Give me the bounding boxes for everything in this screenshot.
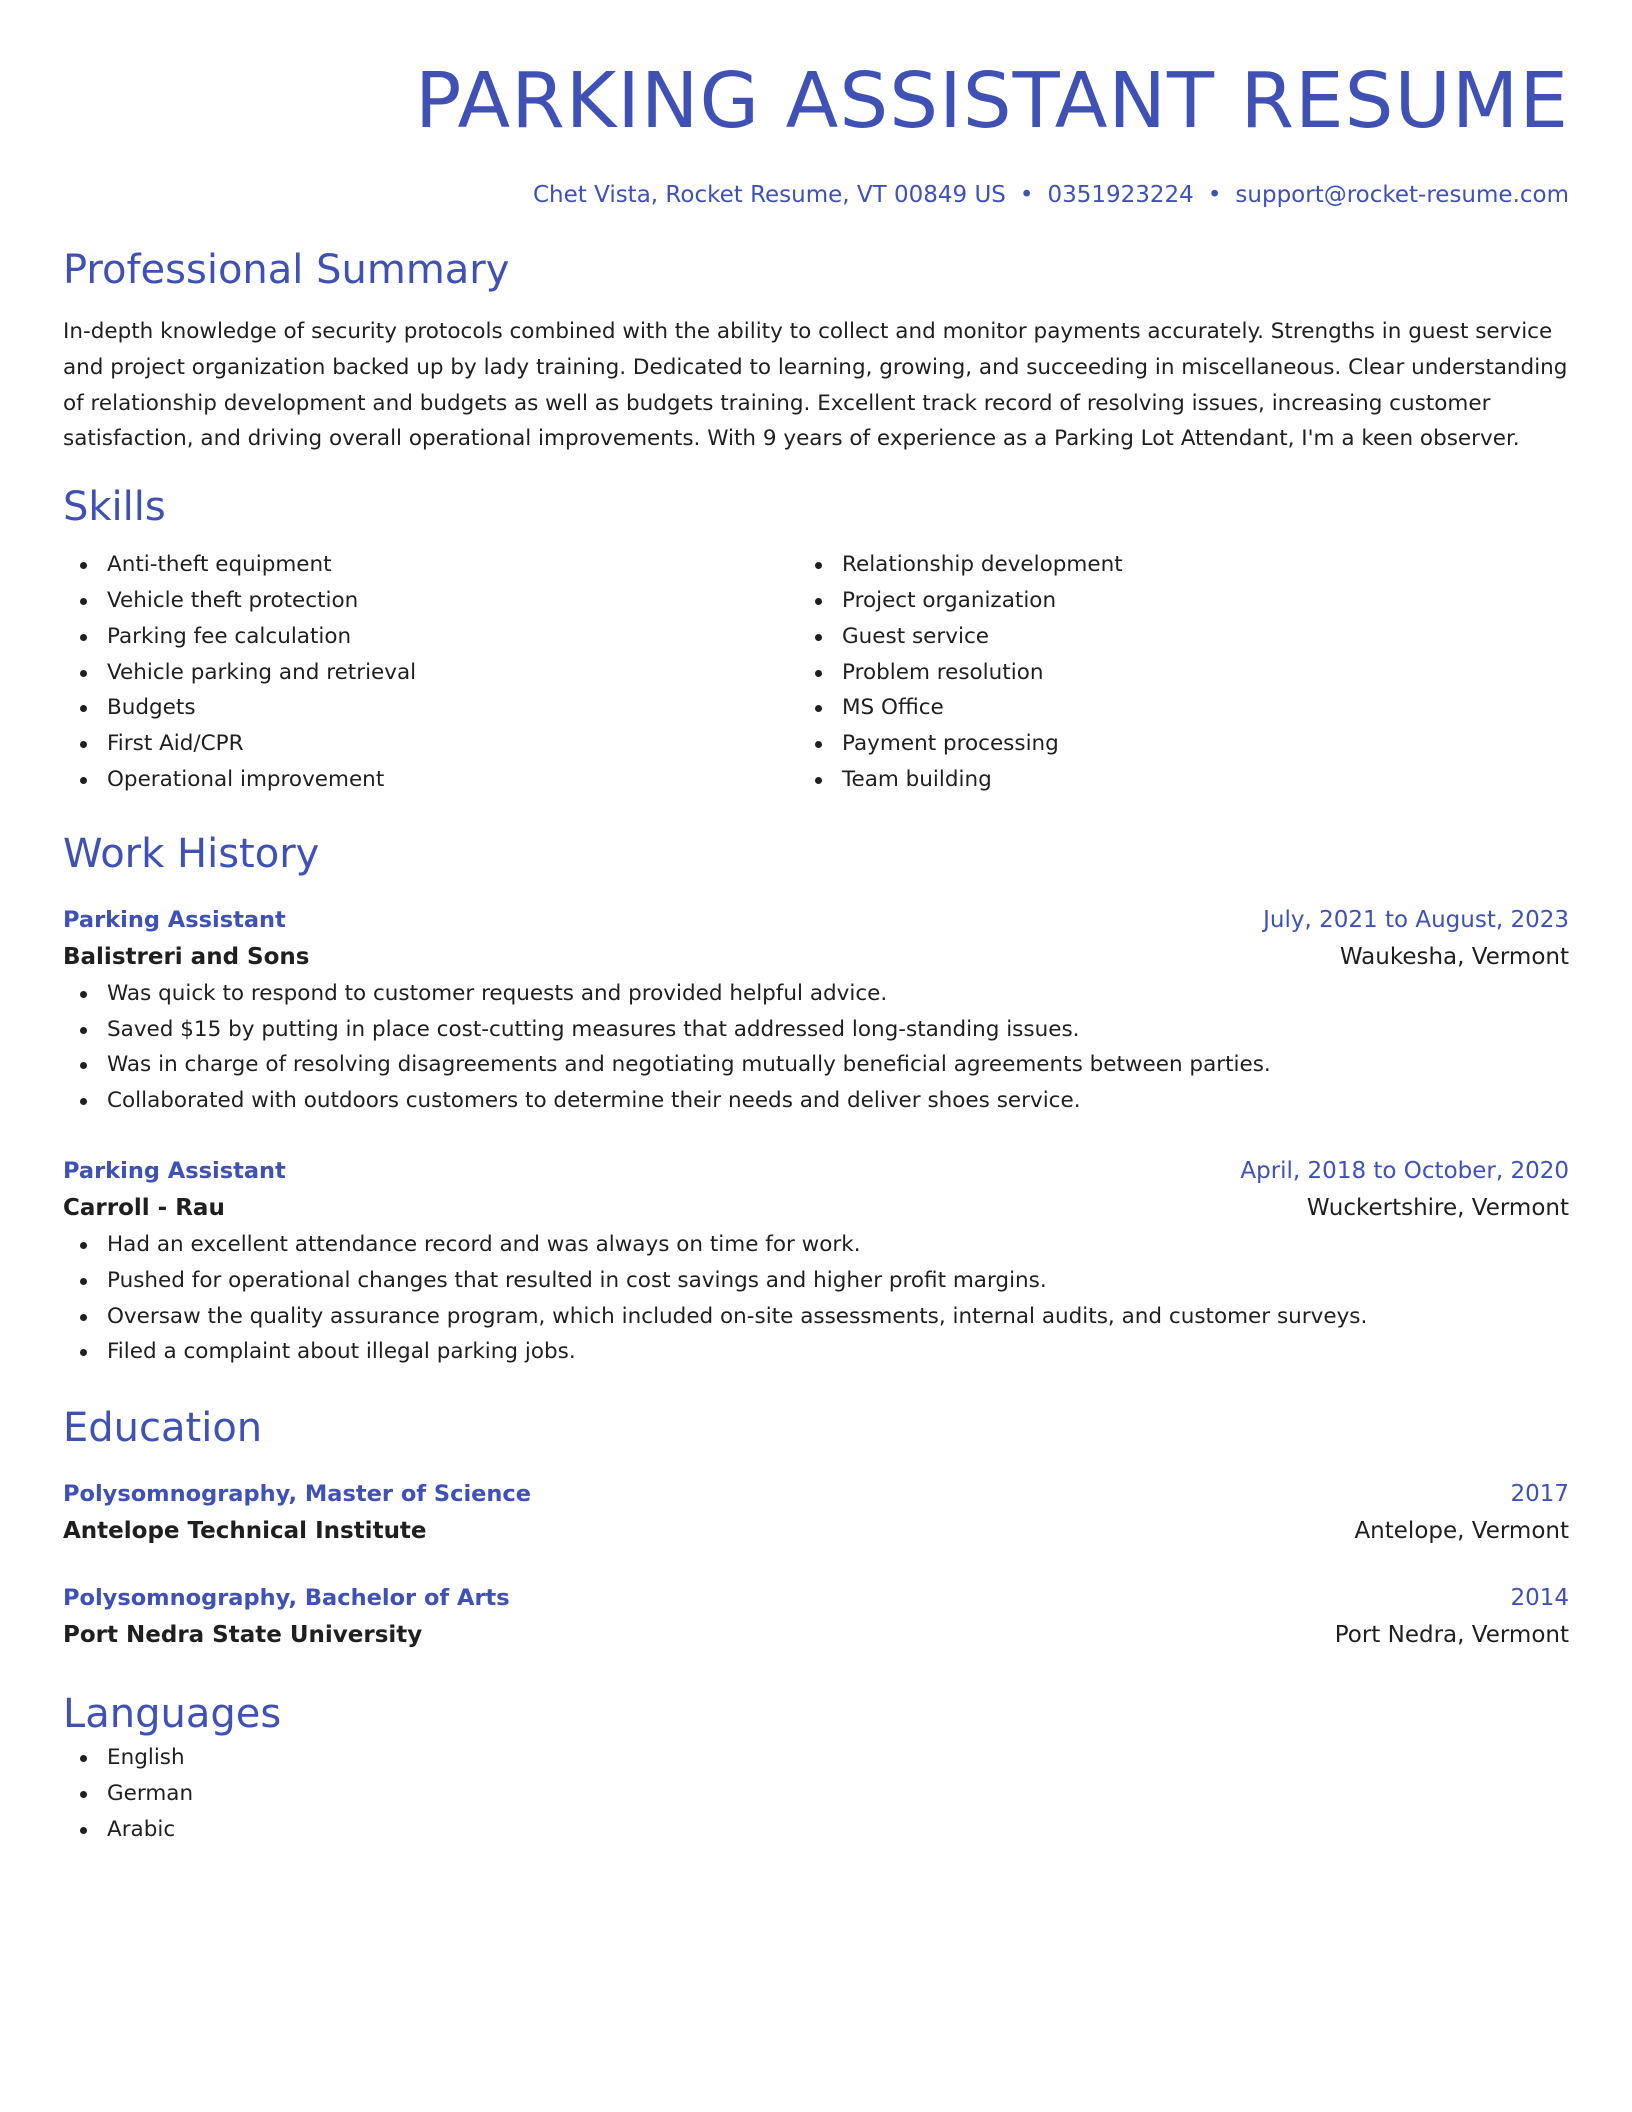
skill-label: MS Office: [842, 695, 944, 721]
languages-list: [63, 1740, 1569, 1847]
skill-label: Operational improvement: [107, 766, 385, 792]
contact-separator: •: [1207, 182, 1222, 208]
skill-label: Relationship development: [842, 552, 1123, 578]
job-bullet-text: Was in charge of resolving disagreements and negotiating mutually beneficial agreements between parties.: [107, 1052, 1271, 1078]
section-heading-education: Education: [63, 1405, 263, 1452]
job-bullet-text: Had an excellent attendance record and was always on time for work.: [107, 1231, 861, 1257]
section-heading-work-history: Work History: [63, 830, 320, 877]
education-school: Port Nedra State University: [63, 1622, 423, 1649]
education-year: 2017: [1510, 1481, 1569, 1508]
skill-item: [63, 583, 798, 619]
bullet-icon: [80, 1242, 87, 1249]
summary-text: In-depth knowledge of security protocols combined with the ability to collect and monitor payments accurately. Strengths in guest service and project organization backed up by lady training. Dedicated to learning, growing, and succeeding in miscellaneous. Clear understanding of relationship development and budgets as well as budgets training. Excellent track record of resolving issues, increasing customer satisfaction, and driving overall operational improvements. With 9 years of experience as a Parking Lot Attendant, I'm a keen observer.: [63, 319, 1568, 452]
job-bullet-item: [63, 1083, 1569, 1119]
job-bullet-text: Oversaw the quality assurance program, which included on-site assessments, internal audits, and customer surveys.: [107, 1303, 1368, 1329]
education-degree: Polysomnography, Bachelor of Arts: [63, 1585, 510, 1612]
skill-label: Payment processing: [842, 731, 1059, 757]
skill-item: [798, 762, 1533, 798]
job-bullet-item: [63, 1299, 1569, 1335]
skills-column-right: [798, 547, 1533, 798]
education-location: Antelope, Vermont: [1354, 1518, 1569, 1545]
language-label: English: [107, 1745, 185, 1771]
skill-label: First Aid/CPR: [107, 731, 244, 757]
education-school: Antelope Technical Institute: [63, 1518, 427, 1545]
bullet-icon: [80, 1755, 87, 1762]
bullet-icon: [80, 562, 87, 569]
job-bullets: [63, 1227, 1569, 1370]
skill-item: [798, 619, 1533, 655]
skill-label: Anti-theft equipment: [107, 552, 332, 578]
bullet-icon: [80, 1314, 87, 1321]
job-bullet-text: Was quick to respond to customer requests and provided helpful advice.: [107, 980, 888, 1006]
job-bullet-item: [63, 1334, 1569, 1370]
bullet-icon: [80, 1349, 87, 1356]
skill-item: [63, 655, 798, 691]
skill-label: Guest service: [842, 623, 989, 649]
education-entry: [63, 1580, 1569, 1654]
job-bullet-text: Saved $15 by putting in place cost-cutting measures that addressed long-standing issues.: [107, 1016, 1080, 1042]
bullet-icon: [80, 1791, 87, 1798]
skills-grid: [63, 547, 1569, 798]
bullet-icon: [80, 741, 87, 748]
skill-label: Team building: [842, 766, 992, 792]
job-bullet-item: [63, 1047, 1569, 1083]
job-bullets: [63, 976, 1569, 1119]
skill-item: [798, 583, 1533, 619]
skills-list-left: [63, 547, 798, 798]
bullet-icon: [815, 777, 822, 784]
skill-label: Budgets: [107, 695, 196, 721]
contact-separator: •: [1019, 182, 1034, 208]
language-label: Arabic: [107, 1816, 176, 1842]
skill-label: Project organization: [842, 587, 1057, 613]
job-company-row: [63, 938, 1569, 976]
skill-item: [63, 762, 798, 798]
job-bullet-text: Filed a complaint about illegal parking jobs.: [107, 1339, 576, 1365]
job-location: Waukesha, Vermont: [1339, 943, 1569, 970]
skill-item: [798, 655, 1533, 691]
skill-label: Vehicle theft protection: [107, 587, 359, 613]
bullet-icon: [80, 1098, 87, 1105]
bullet-icon: [80, 1278, 87, 1285]
job-dates: July, 2021 to August, 2023: [1263, 906, 1569, 933]
education-header-row: [63, 1476, 1569, 1512]
bullet-icon: [80, 705, 87, 712]
education-header-row: [63, 1580, 1569, 1616]
job-company-row: [63, 1189, 1569, 1227]
bullet-icon: [80, 598, 87, 605]
language-label: German: [107, 1780, 194, 1806]
bullet-icon: [815, 670, 822, 677]
skill-item: [63, 690, 798, 726]
bullet-icon: [815, 705, 822, 712]
skill-item: [798, 547, 1533, 583]
education-entry: [63, 1476, 1569, 1550]
skill-item: [63, 547, 798, 583]
skills-column-left: [63, 547, 798, 798]
education-school-row: [63, 1512, 1569, 1550]
job-entry: [63, 1153, 1569, 1370]
bullet-icon: [80, 991, 87, 998]
contact-email: support@rocket-resume.com: [1235, 182, 1569, 208]
language-item: [63, 1776, 1569, 1812]
bullet-icon: [80, 634, 87, 641]
section-heading-skills: Skills: [63, 484, 166, 531]
contact-phone: 0351923224: [1047, 182, 1194, 208]
contact-line: [63, 180, 1569, 210]
education-degree: Polysomnography, Master of Science: [63, 1481, 532, 1508]
skill-item: [63, 619, 798, 655]
contact-address: Chet Vista, Rocket Resume, VT 00849 US: [532, 182, 1006, 208]
job-bullet-text: Pushed for operational changes that resulted in cost savings and higher profit margins.: [107, 1267, 1047, 1293]
bullet-icon: [80, 777, 87, 784]
job-header-row: [63, 1153, 1569, 1189]
education-year: 2014: [1510, 1585, 1569, 1612]
job-bullet-item: [63, 1227, 1569, 1263]
job-header-row: [63, 902, 1569, 938]
language-item: [63, 1740, 1569, 1776]
job-dates: April, 2018 to October, 2020: [1240, 1157, 1569, 1184]
job-location: Wuckertshire, Vermont: [1306, 1194, 1569, 1221]
education-location: Port Nedra, Vermont: [1334, 1622, 1569, 1649]
bullet-icon: [80, 1062, 87, 1069]
job-bullet-item: [63, 1012, 1569, 1048]
skill-label: Parking fee calculation: [107, 623, 352, 649]
job-entry: [63, 902, 1569, 1119]
bullet-icon: [815, 562, 822, 569]
job-company: Carroll - Rau: [63, 1194, 225, 1221]
section-heading-languages: Languages: [63, 1691, 282, 1738]
bullet-icon: [80, 1027, 87, 1034]
language-item: [63, 1812, 1569, 1848]
job-company: Balistreri and Sons: [63, 943, 310, 970]
skill-item: [63, 726, 798, 762]
job-title: Parking Assistant: [63, 1157, 286, 1184]
skill-item: [798, 690, 1533, 726]
skill-label: Problem resolution: [842, 659, 1044, 685]
bullet-icon: [80, 1827, 87, 1834]
job-bullet-text: Collaborated with outdoors customers to determine their needs and deliver shoes service.: [107, 1088, 1081, 1114]
bullet-icon: [815, 598, 822, 605]
section-heading-summary: Professional Summary: [63, 247, 510, 293]
job-bullet-item: [63, 1263, 1569, 1299]
skill-item: [798, 726, 1533, 762]
bullet-icon: [815, 741, 822, 748]
job-bullet-item: [63, 976, 1569, 1012]
resume-title: PARKING ASSISTANT RESUME: [415, 57, 1569, 146]
job-title: Parking Assistant: [63, 906, 286, 933]
skill-label: Vehicle parking and retrieval: [107, 659, 417, 685]
bullet-icon: [815, 634, 822, 641]
skills-list-right: [798, 547, 1533, 798]
bullet-icon: [80, 670, 87, 677]
education-school-row: [63, 1616, 1569, 1654]
